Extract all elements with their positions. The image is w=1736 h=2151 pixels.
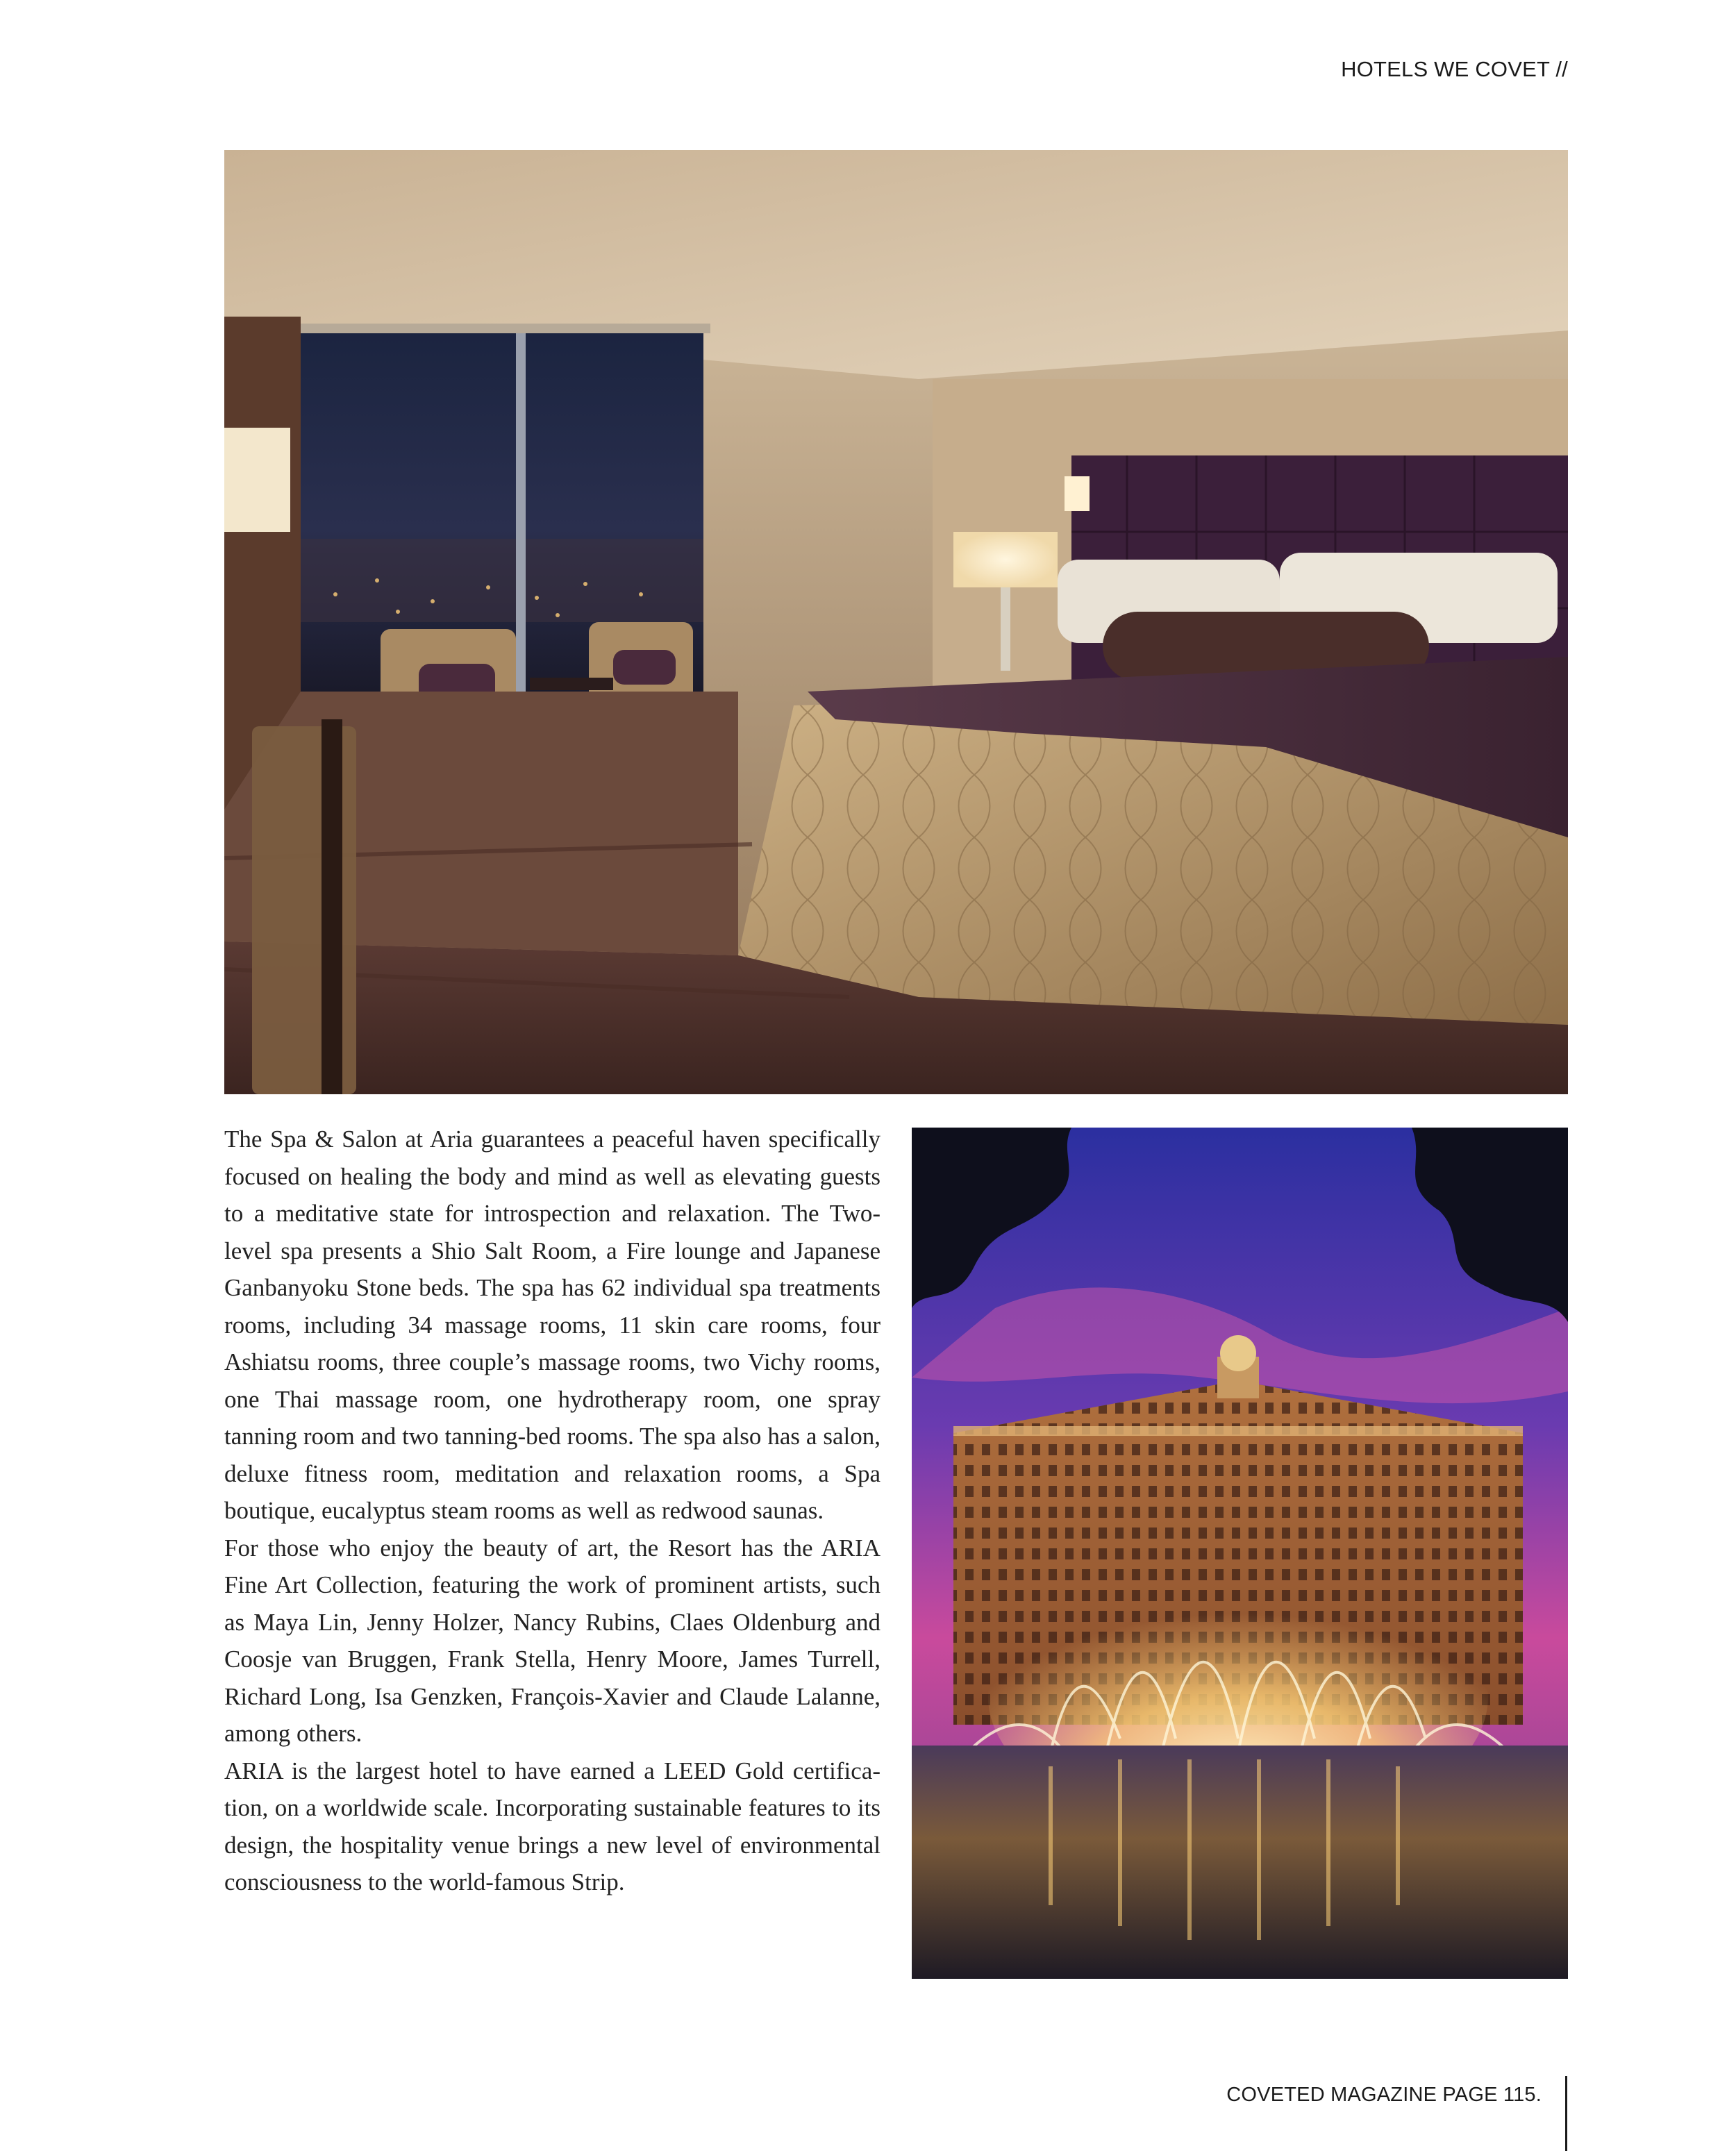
article-paragraph-art: For those who enjoy the beauty of art, the Resort has the ARIA Fine Art Collection, featuring the work of prominent artists, such as Maya Lin, Jenny Holzer, Nancy Rubins, Claes Oldenburg and Coosje van Bruggen, Frank Stella, Henry Moore, James Turrell, Richard Long, Isa Genzken, François-Xavier and Claude Lalanne, among others. [224, 1534, 880, 1747]
section-header: HOTELS WE COVET // [1341, 57, 1568, 81]
article-paragraph-leed: ARIA is the largest hotel to have earned a LEED Gold certification, on a worldwide scale. Incorporating sustainable features to its design, the hospitality venue brings a new level of environmental consciousness to the world-famous Strip. [224, 1757, 880, 1895]
article-body [224, 1121, 880, 1901]
hotel-fountain-night-photo [912, 1128, 1568, 1979]
article-paragraph-spa: The Spa & Salon at Aria guarantees a peaceful haven specifically focused on healing the body and mind as well as elevating guests to a meditative state for introspection and relaxation. The Two-level spa presents a Shio Salt Room, a Fire lounge and Japanese Ganbanyoku Stone beds. The spa has 62 individual spa treatments rooms, including 34 massage rooms, 11 skin care rooms, four Ashiatsu rooms, three couple’s massage rooms, two Vichy rooms, one Thai massage room, one hydrotherapy room, one spray tanning room and two tanning-bed rooms. The spa also has a salon, deluxe fitness room, meditation and relaxation rooms, a Spa boutique, eucalyptus steam rooms as well as redwood saunas. [224, 1125, 880, 1524]
footer-divider [1565, 2076, 1567, 2151]
hotel-bedroom-photo [224, 150, 1568, 1094]
page-footer: COVETED MAGAZINE PAGE 115. [1226, 2084, 1542, 2106]
